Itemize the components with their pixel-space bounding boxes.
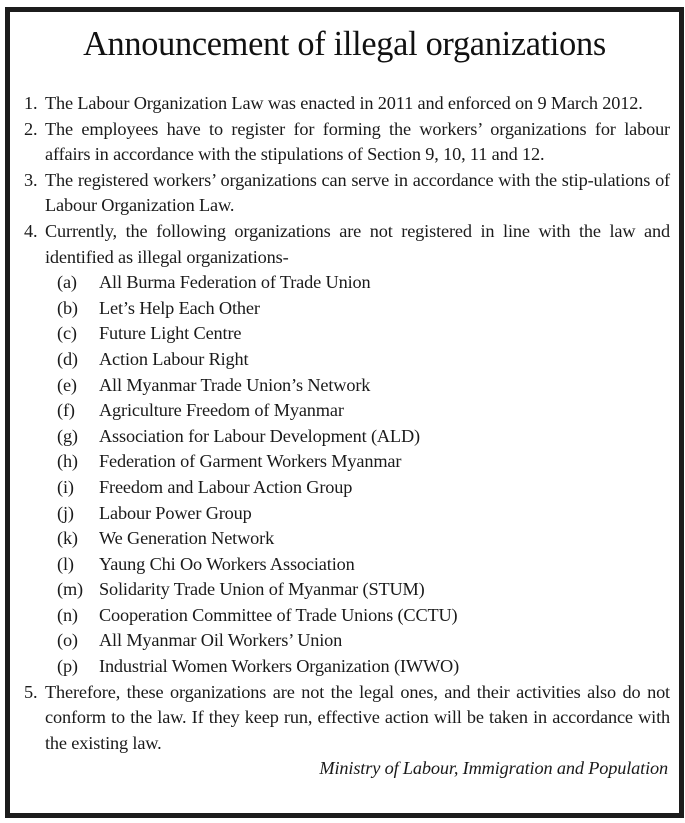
- organization-item: [57, 296, 670, 322]
- organization-letter: (f): [57, 400, 75, 421]
- organization-letter: (e): [57, 374, 77, 395]
- organization-item: [57, 475, 670, 501]
- organization-name: All Myanmar Trade Union’s Network: [99, 374, 371, 395]
- organization-letter: (d): [57, 348, 78, 369]
- item-text: The Labour Organization Law was enacted in 2011 and enforced on 9 March 2012.: [45, 93, 643, 113]
- organization-letter: (h): [57, 451, 78, 472]
- organization-name: Labour Power Group: [99, 502, 252, 523]
- organization-name: Cooperation Committee of Trade Unions (CCTU): [99, 604, 458, 625]
- organization-name: Association for Labour Development (ALD): [99, 425, 420, 446]
- organization-letter: (n): [57, 604, 78, 625]
- numbered-item-4: [24, 219, 670, 270]
- organization-letter: (g): [57, 425, 78, 446]
- organization-letter: (l): [57, 553, 74, 574]
- organization-letter: (p): [57, 656, 78, 677]
- organization-item: [57, 347, 670, 373]
- organization-letter: (b): [57, 297, 78, 318]
- organization-letter: (m): [57, 579, 83, 600]
- organization-item: [57, 449, 670, 475]
- announcement-title: Announcement of illegal organizations: [83, 24, 606, 63]
- item-number: 2.: [24, 118, 38, 139]
- item-number: 5.: [24, 681, 38, 702]
- organization-item: [57, 603, 670, 629]
- organization-name: Freedom and Labour Action Group: [99, 476, 353, 497]
- organization-name: Future Light Centre: [99, 323, 242, 344]
- illegal-organizations-list: [57, 270, 670, 680]
- numbered-item-1: [24, 91, 670, 117]
- organization-name: Federation of Garment Workers Myanmar: [99, 451, 402, 472]
- organization-letter: (i): [57, 476, 74, 497]
- organization-letter: (j): [57, 502, 74, 523]
- item-text: Currently, the following organizations are not registered in line with the law and identified as illegal organizations-: [45, 220, 670, 267]
- organization-item: [57, 654, 670, 680]
- item-number: 4.: [24, 220, 38, 241]
- organization-name: We Generation Network: [99, 528, 275, 549]
- organization-item: [57, 424, 670, 450]
- item-text: The employees have to register for forming the workers’ organizations for labour affairs in accordance with the stipulations of Section 9, 10, 11 and 12.: [45, 118, 670, 165]
- organization-name: Agriculture Freedom of Myanmar: [99, 400, 344, 421]
- organization-name: Yaung Chi Oo Workers Association: [99, 553, 355, 574]
- organization-item: [57, 577, 670, 603]
- organization-name: Solidarity Trade Union of Myanmar (STUM): [99, 579, 425, 600]
- organization-letter: (a): [57, 272, 77, 293]
- organization-item: [57, 552, 670, 578]
- organization-name: Let’s Help Each Other: [99, 297, 260, 318]
- item-number: 1.: [24, 93, 38, 113]
- organization-item: [57, 628, 670, 654]
- organization-name: Action Labour Right: [99, 348, 249, 369]
- item-text: The registered workers’ organizations can serve in accordance with the stip-ulations of Labour Organization Law.: [45, 169, 670, 216]
- numbered-item-2: [24, 117, 670, 168]
- ministry-signature: Ministry of Labour, Immigration and Population: [319, 758, 668, 779]
- announcement-box: [5, 7, 684, 818]
- organization-item: [57, 398, 670, 424]
- announcement-body: [24, 91, 670, 782]
- item-text: Therefore, these organizations are not the legal ones, and their activities also do not conform to the law. If they keep run, effective action will be taken in accordance with the existing law.: [45, 681, 670, 753]
- item-number: 3.: [24, 169, 38, 190]
- organization-name: All Myanmar Oil Workers’ Union: [99, 630, 343, 651]
- organization-letter: (c): [57, 323, 77, 344]
- numbered-item-5: [24, 680, 670, 757]
- organization-item: [57, 501, 670, 527]
- organization-letter: (o): [57, 630, 78, 651]
- organization-item: [57, 321, 670, 347]
- organization-name: All Burma Federation of Trade Union: [99, 272, 371, 293]
- organization-name: Industrial Women Workers Organization (IWWO): [99, 656, 460, 677]
- numbered-item-3: [24, 168, 670, 219]
- organization-item: [57, 270, 670, 296]
- organization-item: [57, 526, 670, 552]
- organization-letter: (k): [57, 528, 78, 549]
- organization-item: [57, 373, 670, 399]
